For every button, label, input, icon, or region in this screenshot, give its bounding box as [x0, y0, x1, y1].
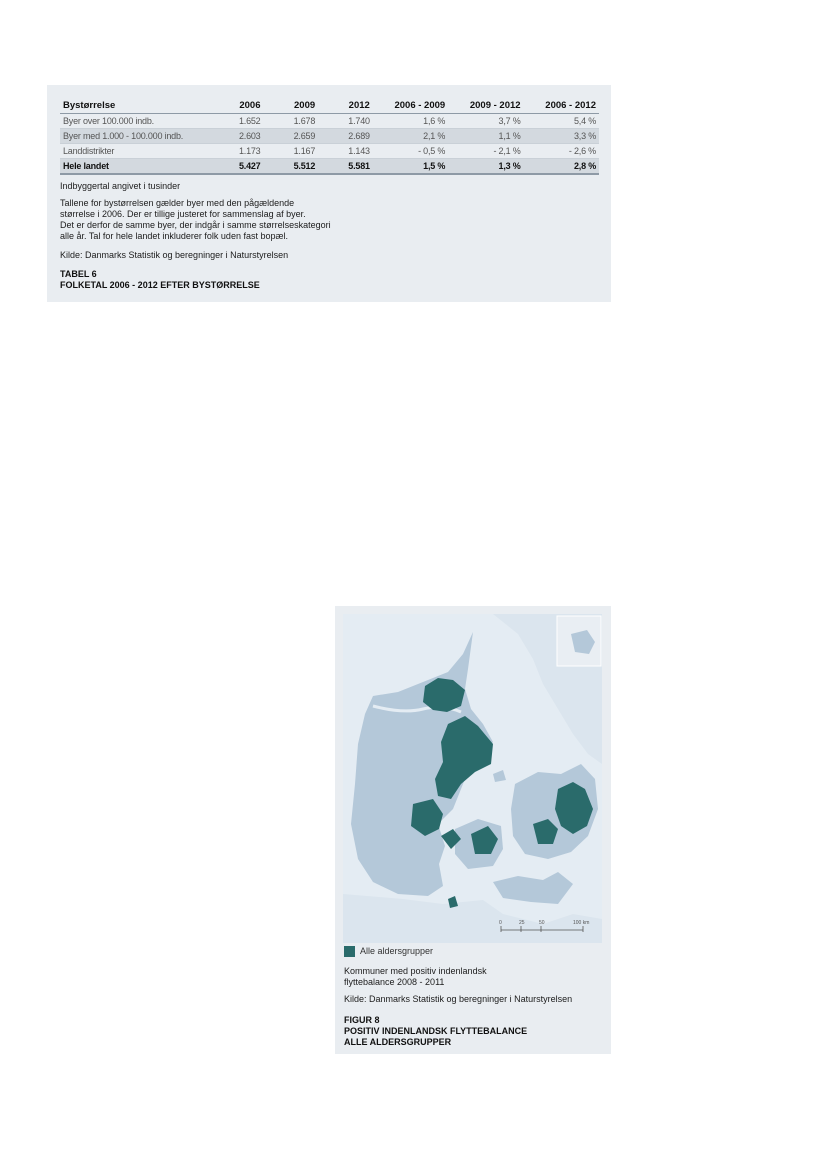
figure-caption-title-line2: ALLE ALDERSGRUPPER [344, 1037, 452, 1047]
cell-2009: 1.167 [264, 144, 319, 159]
cell-2006-2012: 2,8 % [524, 159, 599, 175]
denmark-map [343, 614, 602, 943]
table-source: Kilde: Danmarks Statistik og beregninger i Naturstyrelsen [60, 250, 289, 260]
header-2006-2009: 2006 - 2009 [373, 97, 448, 114]
cell-2006-2012: - 2,6 % [524, 144, 599, 159]
row-label: Byer med 1.000 - 100.000 indb. [60, 129, 209, 144]
cell-2006-2012: 5,4 % [524, 114, 599, 129]
table-row [60, 114, 599, 129]
cell-2009-2012: - 2,1 % [448, 144, 523, 159]
table-row [60, 144, 599, 159]
cell-2012: 2.689 [318, 129, 373, 144]
row-label: Landdistrikter [60, 144, 209, 159]
header-2006-2012: 2006 - 2012 [524, 97, 599, 114]
cell-2006-2009: - 0,5 % [373, 144, 448, 159]
note-line: alle år. Tal for hele landet inkluderer folk uden fast bopæl. [60, 231, 288, 241]
cell-2009: 5.512 [264, 159, 319, 175]
header-2006: 2006 [209, 97, 264, 114]
table-caption-number: TABEL 6 [60, 269, 97, 279]
figure-source: Kilde: Danmarks Statistik og beregninger i Naturstyrelsen [344, 994, 573, 1004]
cell-2009-2012: 1,1 % [448, 129, 523, 144]
cell-2006: 1.652 [209, 114, 264, 129]
header-city-size: Bystørrelse [60, 97, 209, 114]
note-line: Kommuner med positiv indenlandsk [344, 966, 487, 976]
note-line: flyttebalance 2008 - 2011 [344, 977, 445, 987]
cell-2006-2009: 1,6 % [373, 114, 448, 129]
scale-label-100: 100 km [573, 920, 590, 926]
cell-2012: 1.143 [318, 144, 373, 159]
cell-2009: 1.678 [264, 114, 319, 129]
note-line: størrelse i 2006. Der er tillige justeret for sammenslag af byer. [60, 209, 306, 219]
table-caption-title: FOLKETAL 2006 - 2012 EFTER BYSTØRRELSE [60, 280, 260, 290]
unit-note: Indbyggertal angivet i tusinder [60, 181, 181, 191]
cell-2009-2012: 3,7 % [448, 114, 523, 129]
row-label: Hele landet [60, 159, 209, 175]
scale-label-0: 0 [499, 920, 502, 926]
cell-2006-2012: 3,3 % [524, 129, 599, 144]
population-table [60, 97, 599, 175]
scale-label-50: 50 [539, 920, 545, 926]
header-2009-2012: 2009 - 2012 [448, 97, 523, 114]
cell-2006: 5.427 [209, 159, 264, 175]
figure-caption-title-line1: POSITIV INDENLANDSK FLYTTEBALANCE [344, 1026, 528, 1036]
note-line: Tallene for bystørrelsen gælder byer med den pågældende [60, 198, 295, 208]
figure-8-panel [335, 606, 611, 1054]
table-row [60, 129, 599, 144]
cell-2009-2012: 1,3 % [448, 159, 523, 175]
row-label: Byer over 100.000 indb. [60, 114, 209, 129]
cell-2009: 2.659 [264, 129, 319, 144]
header-2009: 2009 [264, 97, 319, 114]
scale-label-25: 25 [519, 920, 525, 926]
table-note [60, 198, 331, 242]
note-line: Det er derfor de samme byer, der indgår i samme størrelseskategori [60, 220, 331, 230]
cell-2006-2009: 2,1 % [373, 129, 448, 144]
table-header-row [60, 97, 599, 114]
header-2012: 2012 [318, 97, 373, 114]
table-total-row [60, 159, 599, 175]
legend-swatch [344, 946, 355, 957]
cell-2006-2009: 1,5 % [373, 159, 448, 175]
figure-caption-number: FIGUR 8 [344, 1015, 380, 1025]
table-6-panel [47, 85, 611, 302]
figure-note [344, 966, 487, 988]
cell-2006: 2.603 [209, 129, 264, 144]
cell-2012: 1.740 [318, 114, 373, 129]
cell-2006: 1.173 [209, 144, 264, 159]
cell-2012: 5.581 [318, 159, 373, 175]
legend-label: Alle aldersgrupper [360, 946, 434, 956]
